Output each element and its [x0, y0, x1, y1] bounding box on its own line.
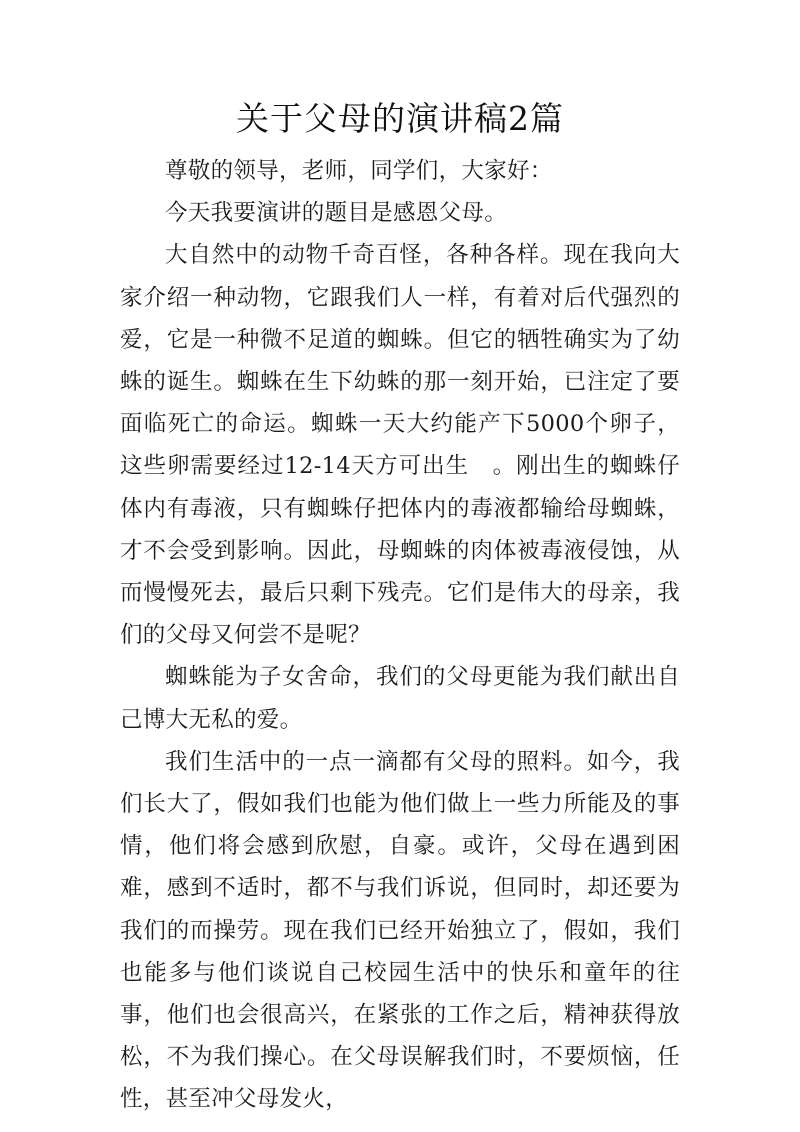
paragraph-greeting: 尊敬的领导，老师，同学们，大家好： [165, 158, 553, 184]
paragraph-daily-life: 我们生活中的一点一滴都有父母的照料。如今，我们长大了，假如我们也能为他们做上一些力所能及的事情，他们将会感到欣慰，自豪。或许，父母在遇到困难，感到不适时，都不与我们诉说，但同时，却还要为我们的而操劳。现在我们已经开始独立了，假如，我们也能多与他们谈说自己校园生活中的快乐和童年的往事，他们也会很高兴，在紧张的工作之后，精神获得放松，不为我们操心。在父母误解我们时，不要烦恼，任性，甚至冲父母发火， [120, 748, 680, 1113]
paragraph-spider-story: 大自然中的动物千奇百怪，各种各样。现在我向大家介绍一种动物，它跟我们人一样，有着对后代强烈的爱，它是一种微不足道的蜘蛛。但它的牺牲确实为了幼蛛的诞生。蜘蛛在生下幼蛛的那一刻开始，已注定了要面临死亡的命运。蜘蛛一天大约能产下5000个卵子，这些卵需要经过12-14天方可出生 。刚出生的蜘蛛仔体内有毒液，只有蜘蛛仔把体内的毒液都输给母蜘蛛，才不会受到影响。因此，母蜘蛛的肉体被毒液侵蚀，从而慢慢死去，最后只剩下残壳。它们是伟大的母亲，我们的父母又何尝不是呢？ [120, 242, 680, 649]
paragraph-parents-love: 蜘蛛能为子女舍命，我们的父母更能为我们献出自己博大无私的爱。 [120, 664, 680, 733]
paragraph-topic: 今天我要演讲的题目是感恩父母。 [165, 200, 508, 227]
document-body [120, 150, 680, 1121]
document-title: 关于父母的演讲稿2篇 [236, 99, 564, 138]
